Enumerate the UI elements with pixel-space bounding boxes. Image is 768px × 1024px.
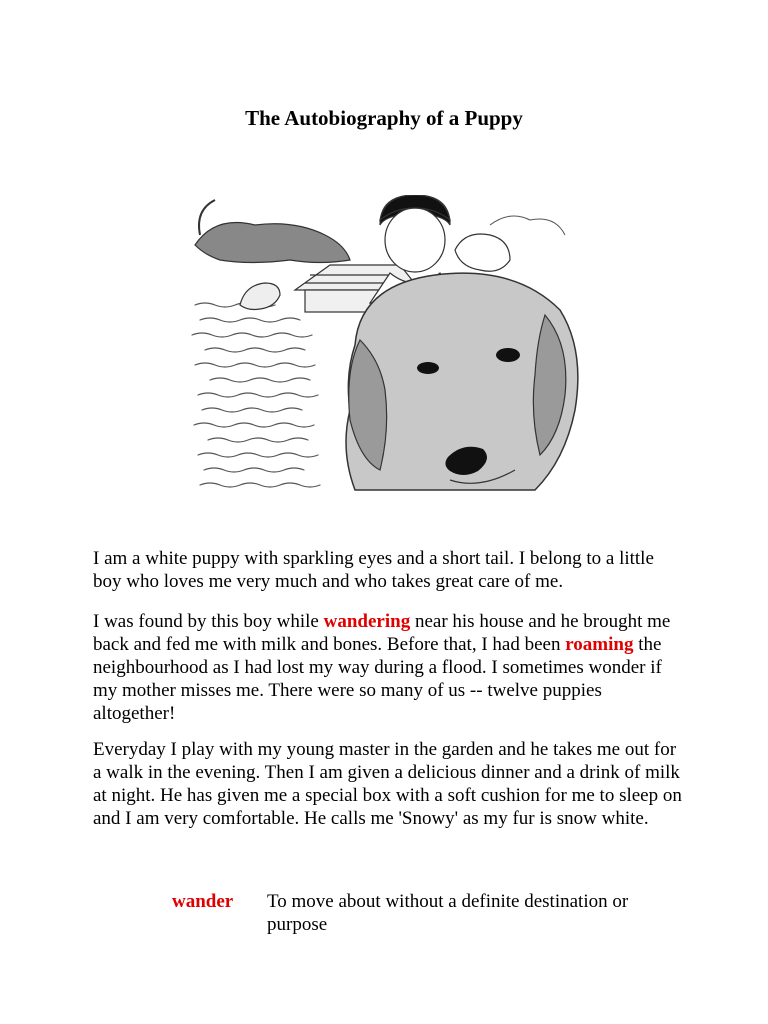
glossary-term: wander <box>172 891 234 912</box>
paragraph-2-part-2: near his house and he brought me back and fed me with milk and bones. Before that, I had been <box>93 611 671 655</box>
flood-water <box>192 303 320 487</box>
page-title: The Autobiography of a Puppy <box>245 106 523 130</box>
paragraph-3 <box>93 738 683 830</box>
paragraph-2-part-1: I was found by this boy while <box>93 611 324 632</box>
puppy-illustration <box>190 195 580 497</box>
paragraph-3-text: Everyday I play with my young master in the garden and he takes me out for a walk in the evening. Then I am given a delicious dinner and a drink of milk at night. He has given me a special box with a soft cushion for me to sleep on and I am very comfortable. He calls me 'Snowy' as my fur is snow white. <box>93 739 682 829</box>
small-dog-sketch <box>455 234 510 271</box>
glossary-definition: To move about without a definite destination or purpose <box>267 891 629 935</box>
vocab-wandering: wandering <box>323 611 411 632</box>
paragraph-1 <box>93 547 683 593</box>
paragraph-2 <box>93 610 683 725</box>
puppy-face-sketch <box>346 273 578 490</box>
vocab-roaming: roaming <box>565 634 634 655</box>
mother-dog-sketch <box>195 223 350 263</box>
paragraph-2-part-3: the neighbourhood as I had lost my way during a flood. I sometimes wonder if my mother misses me. There were so many of us -- twelve puppies altogether! <box>93 634 662 724</box>
puppy-left-eye <box>417 362 439 374</box>
puppy-right-eye <box>496 348 520 362</box>
paragraph-1-text: I am a white puppy with sparkling eyes and a short tail. I belong to a little boy who loves me very much and who takes great care of me. <box>93 548 654 592</box>
